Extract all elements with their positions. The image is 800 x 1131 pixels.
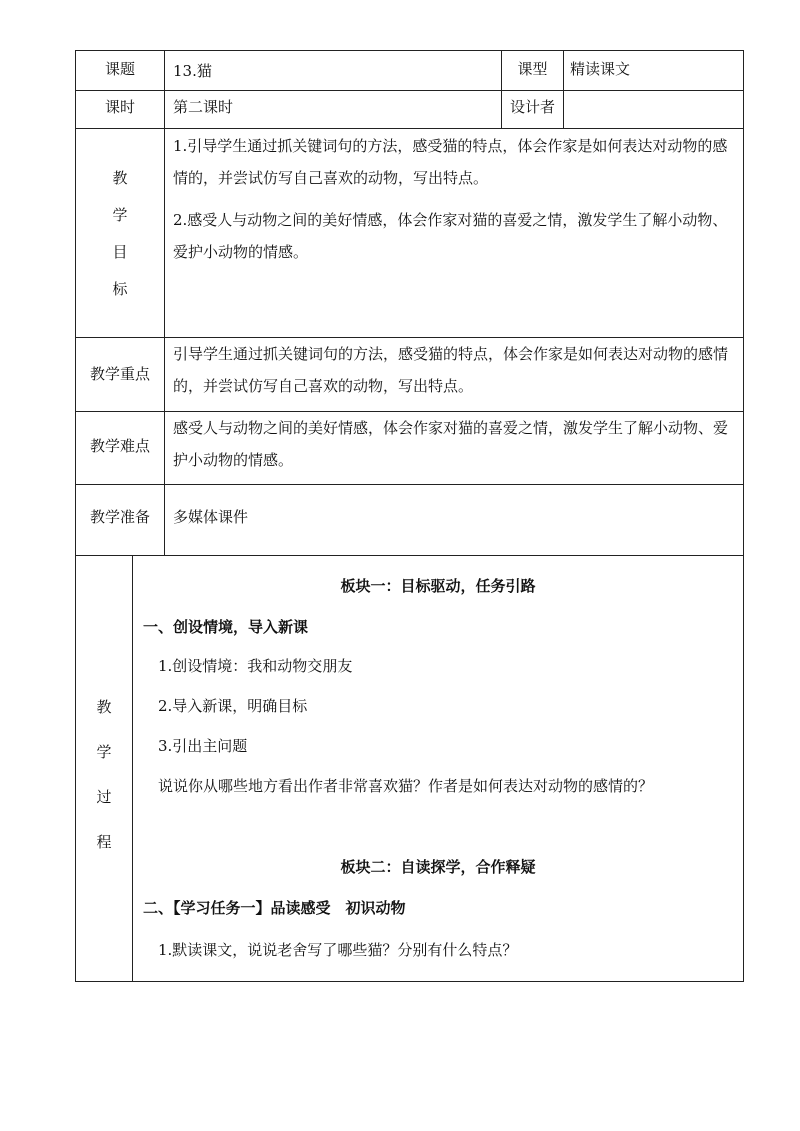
step-2: 2.导入新课，明确目标 — [158, 697, 308, 715]
step-3: 3.引出主问题 — [158, 737, 248, 755]
key-point-label: 教学重点 — [89, 365, 150, 383]
process-label-char: 程 — [96, 833, 112, 851]
preparation-label: 教学准备 — [89, 508, 150, 526]
table-divider — [75, 128, 744, 129]
table-divider — [75, 484, 744, 485]
goal-item-2: 2.感受人与动物之间的美好情感，体会作家对猫的喜爱之情，激发学生了解小动物、爱护小动物的情感。 — [173, 211, 728, 261]
difficulty-label: 教学难点 — [89, 437, 150, 455]
goal-item-1: 1.引导学生通过抓关键词句的方法，感受猫的特点，体会作家是如何表达对动物的感情的，并尝试仿写自己喜欢的动物，写出特点。 — [173, 137, 728, 187]
main-question: 说说你从哪些地方看出作者非常喜欢猫？作者是如何表达对动物的感情的？ — [158, 777, 654, 795]
table-border-top — [75, 50, 744, 51]
period-label: 课时 — [104, 98, 135, 116]
period-value: 第二课时 — [173, 98, 234, 116]
table-divider — [75, 555, 744, 556]
header-column-divider — [563, 50, 564, 128]
difficulty-text: 感受人与动物之间的美好情感，体会作家对猫的喜爱之情，激发学生了解小动物、爱护小动物的情感。 — [173, 419, 729, 469]
block1-title: 板块一：目标驱动，任务引路 — [340, 577, 536, 595]
block2-title: 板块二：自读探学，合作释疑 — [340, 858, 536, 876]
key-point-text: 引导学生通过抓关键词句的方法，感受猫的特点，体会作家是如何表达对动物的感情的，并尝试仿写自己喜欢的动物，写出特点。 — [173, 345, 729, 395]
goals-label-char: 学 — [112, 206, 128, 224]
process-column-divider — [132, 555, 133, 981]
table-border-bottom — [75, 981, 744, 982]
goals-label-char: 教 — [112, 169, 128, 187]
process-label-char: 学 — [96, 743, 112, 761]
topic-value: 13.猫 — [173, 62, 212, 80]
section1-title: 一、创设情境，导入新课 — [143, 618, 309, 636]
goals-label-char: 目 — [112, 243, 128, 261]
process-label-char: 教 — [96, 698, 112, 716]
process-label-char: 过 — [96, 788, 112, 806]
section2-title: 二、【学习任务一】品读感受 初识动物 — [143, 899, 406, 917]
task-1: 1.默读课文，说说老舍写了哪些猫？分别有什么特点？ — [158, 941, 518, 959]
table-border-right — [743, 50, 744, 982]
goals-label — [76, 160, 164, 308]
table-divider — [75, 90, 744, 91]
step-1: 1.创设情境：我和动物交朋友 — [158, 657, 353, 675]
lesson-type-value: 精读课文 — [570, 60, 631, 78]
process-label — [76, 685, 132, 865]
designer-label: 设计者 — [509, 98, 555, 116]
label-column-divider — [164, 50, 165, 555]
goals-label-char: 标 — [112, 280, 128, 298]
topic-label: 课题 — [104, 60, 135, 78]
preparation-text: 多媒体课件 — [173, 508, 249, 526]
lesson-type-label: 课型 — [517, 60, 548, 78]
